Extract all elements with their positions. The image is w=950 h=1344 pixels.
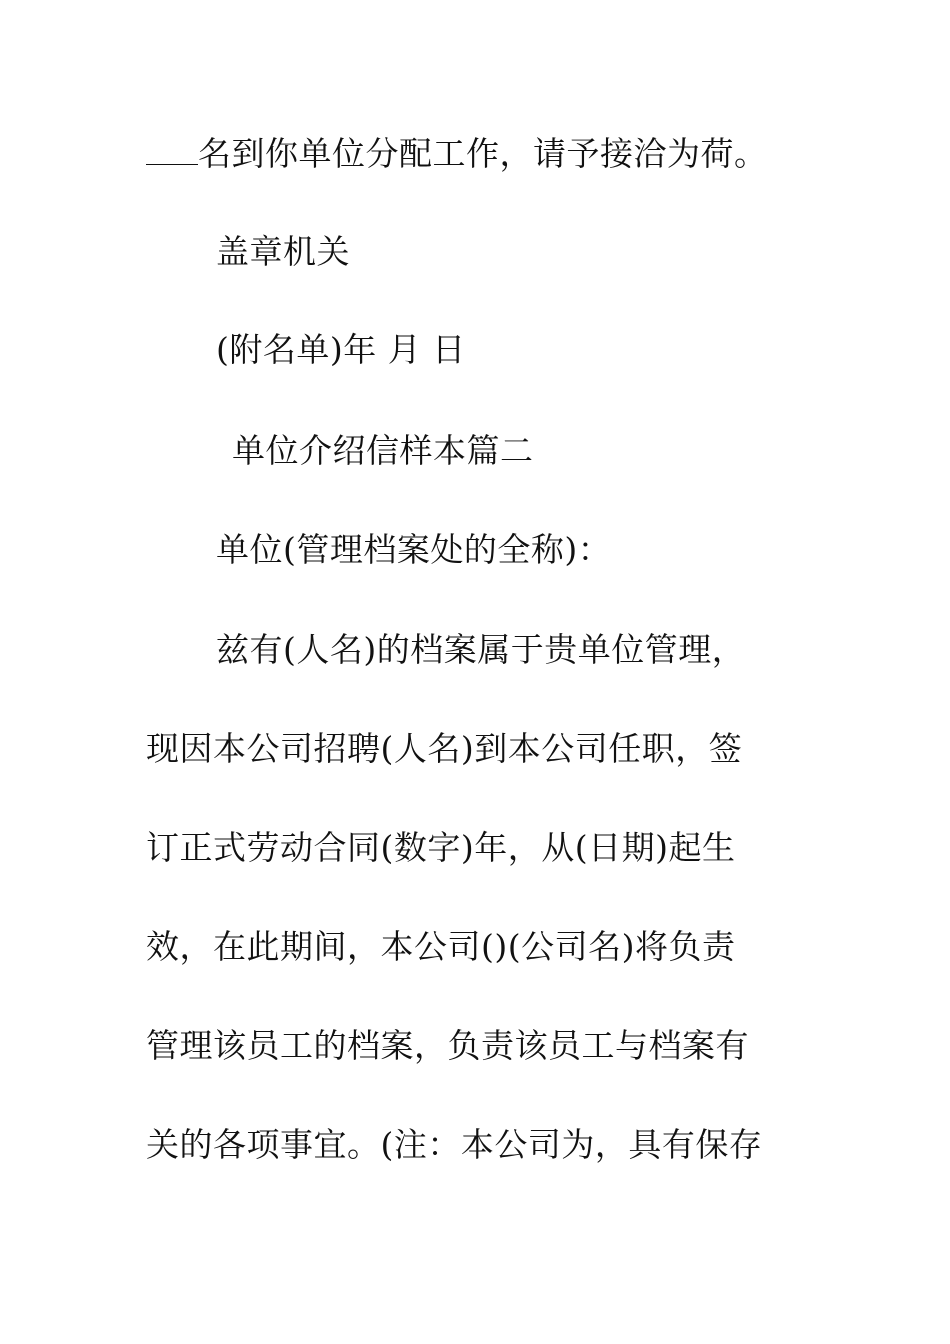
text-line-6: 兹有(人名)的档案属于贵单位管理， — [216, 630, 746, 669]
fill-in-blank — [146, 138, 198, 165]
text-line-3: (附名单)年 月 日 — [216, 330, 466, 369]
text-line-1-content: 名到你单位分配工作，请予接洽为荷。 — [198, 134, 768, 173]
section-title: 单位介绍信样本篇二 — [232, 431, 534, 470]
text-line-7: 现因本公司招聘(人名)到本公司任职，签 — [146, 729, 743, 768]
text-line-5: 单位(管理档案处的全称)： — [216, 530, 612, 569]
text-line-9: 效，在此期间，本公司()(公司名)将负责 — [146, 927, 736, 966]
text-line-8: 订正式劳动合同(数字)年，从(日期)起生 — [146, 828, 736, 867]
text-line-2: 盖章机关 — [216, 232, 350, 271]
text-line-11: 关的各项事宜。(注：本公司为，具有保存 — [146, 1125, 763, 1164]
text-line-10: 管理该员工的档案，负责该员工与档案有 — [146, 1026, 749, 1065]
text-line-1 — [146, 134, 768, 174]
